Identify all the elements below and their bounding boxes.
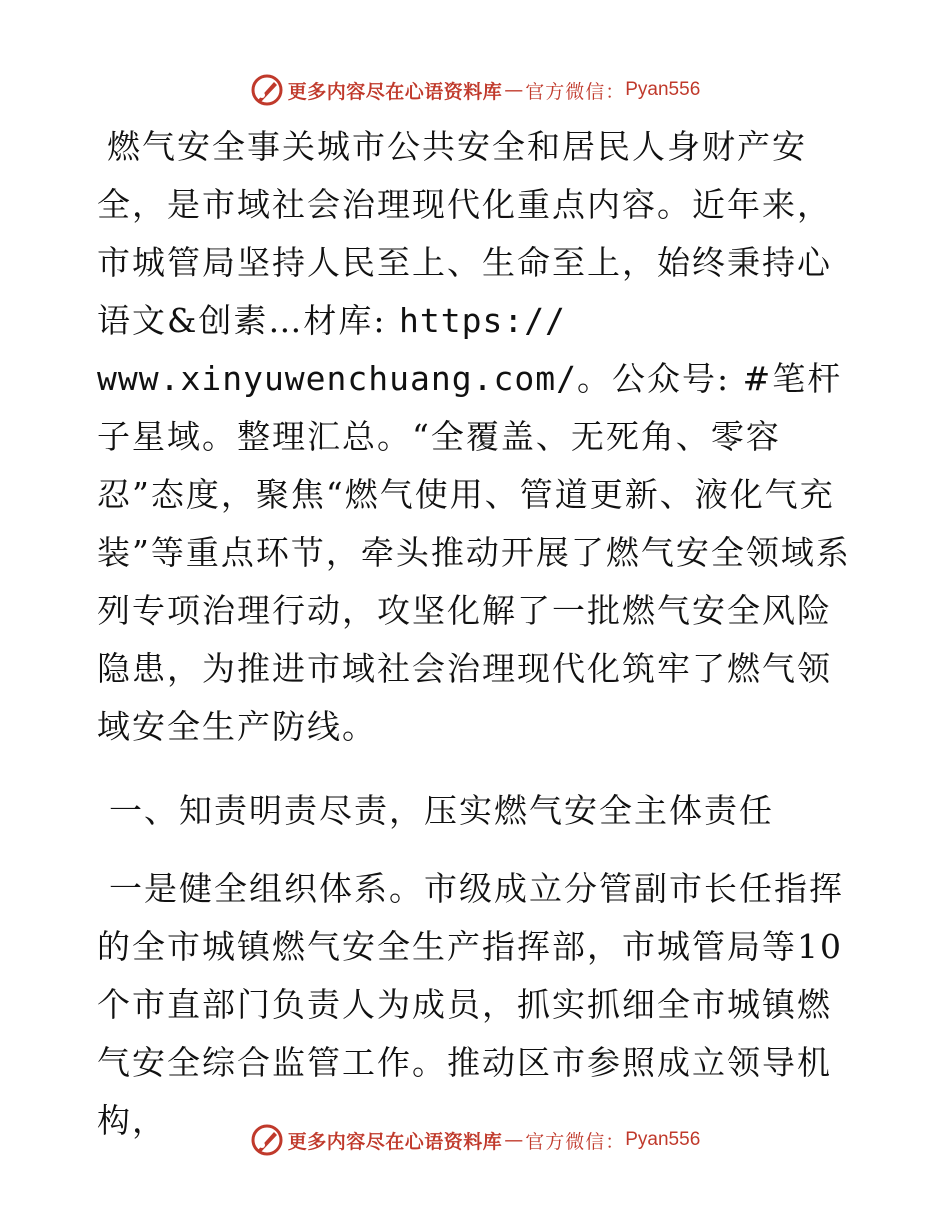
intro-url-part2: www.xinyuwenchuang.com/ bbox=[97, 359, 577, 398]
footer-banner bbox=[0, 1120, 950, 1160]
paragraph-organization: 一是健全组织体系。市级成立分管副市长任指挥的全市城镇燃气安全生产指挥部，市城管局等10个市直部门负责人为成员，抓实抓细全市城镇燃气安全综合监管工作。推动区市参照成立领导机构， bbox=[97, 869, 844, 1140]
banner-wechat-id: Pyan556 bbox=[625, 79, 701, 100]
banner-dash: — bbox=[504, 1129, 524, 1151]
banner-text: 更多内容尽在心语资料库 bbox=[287, 80, 503, 103]
intro-text-a: 燃气安全事关城市公共安全和居民人身财产安全，是市域社会治理现代化重点内容。近年来，市城管局坚持人民至上、生命至上，始终秉持心语文&创素…材库: bbox=[97, 127, 832, 340]
banner-wechat-id: Pyan556 bbox=[625, 1129, 701, 1150]
paragraph-intro bbox=[97, 118, 857, 756]
intro-url-part1: https:// bbox=[398, 301, 566, 340]
banner-text: 更多内容尽在心语资料库 bbox=[287, 1130, 503, 1153]
pen-logo-icon bbox=[250, 1123, 284, 1157]
section-heading-1: 一、知责明责尽责，压实燃气安全主体责任 bbox=[109, 791, 774, 830]
header-banner bbox=[0, 70, 950, 110]
banner-subtitle: 官方微信： bbox=[525, 1130, 626, 1153]
document-body bbox=[97, 118, 857, 1150]
pen-logo-icon bbox=[250, 73, 284, 107]
intro-text-b: 。公众号: #笔杆子星域。整理汇总。“全覆盖、无死角、零容忍”态度，聚焦“燃气使用、管道更新、液化气充装”等重点环节，牵头推动开展了燃气安全领域系列专项治理行动，攻坚化解了一批燃气安全风险隐患，为推进市域社会治理现代化筑牢了燃气领域安全生产防线。 bbox=[97, 359, 851, 746]
banner-dash: — bbox=[504, 79, 524, 101]
banner-subtitle: 官方微信： bbox=[525, 80, 626, 103]
